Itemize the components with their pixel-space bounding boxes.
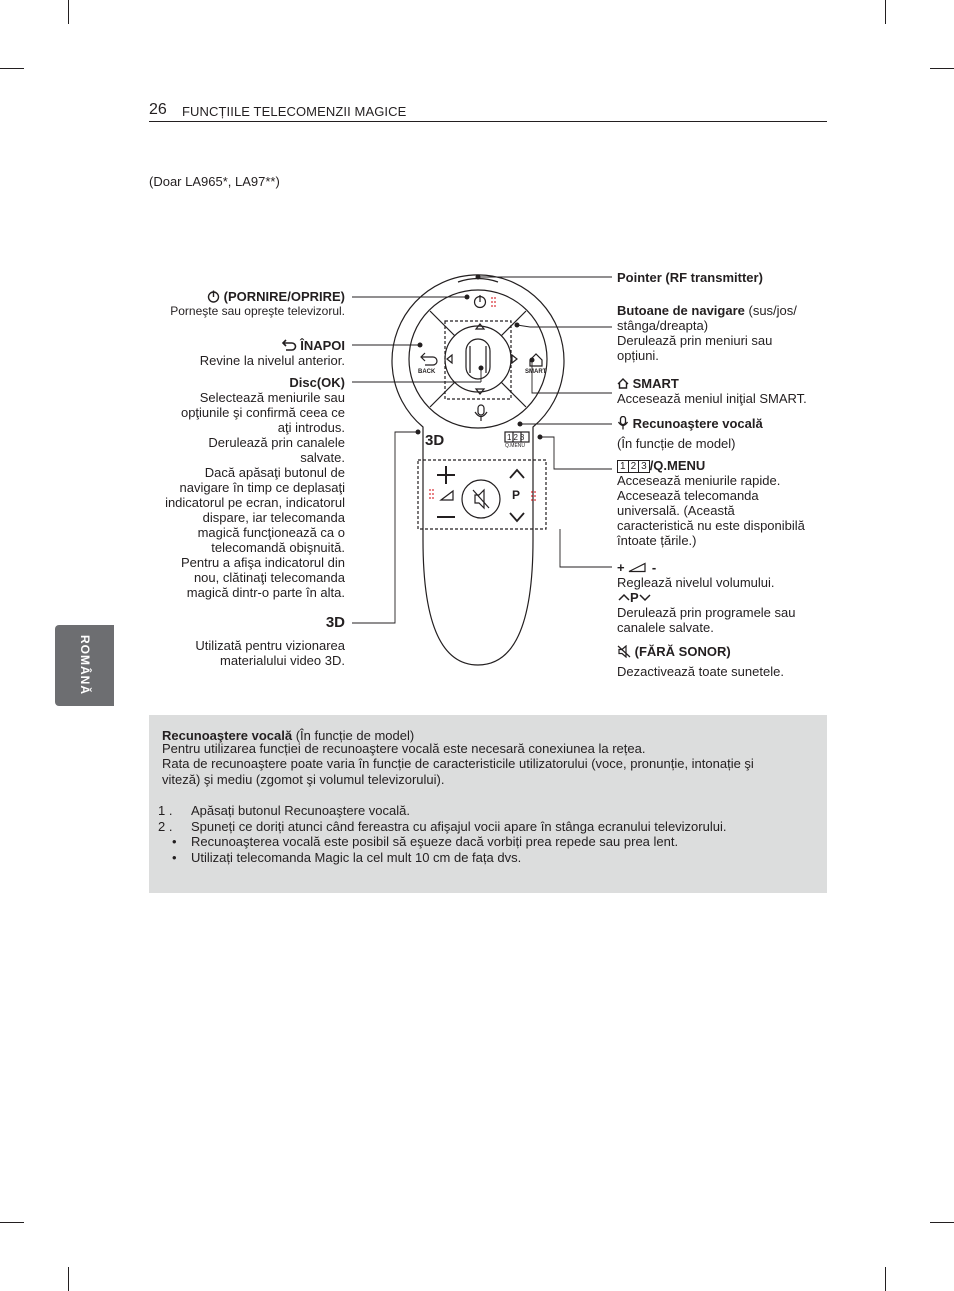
- channel-desc: Derulează prin programele sau: [617, 605, 796, 620]
- mute-icon: [617, 644, 635, 659]
- channel-p: P: [630, 590, 639, 605]
- crop-mark: [68, 1267, 69, 1291]
- home-icon: [617, 376, 633, 391]
- qmenu-line: întoate țările.): [617, 533, 697, 548]
- bullet-mark: •: [172, 834, 177, 849]
- mic-icon: [478, 405, 484, 415]
- smart-key-label: SMART: [525, 369, 547, 375]
- voice-label: [617, 416, 763, 451]
- disc-label: [165, 375, 345, 600]
- note-line: Pentru utilizarea funcției de recunoaştere vocală este necesară conexiunea la rețea.: [162, 741, 646, 756]
- nav-right-icon: [512, 355, 517, 363]
- step-number: 2 .: [158, 819, 173, 834]
- three-d-line: Utilizată pentru vizionarea: [195, 638, 345, 653]
- step-number: 1 .: [158, 803, 173, 818]
- model-note: (Doar LA965*, LA97**): [149, 174, 280, 189]
- disc-line: salvate.: [300, 450, 345, 465]
- back-icon: [281, 338, 301, 353]
- back-key-label: BACK: [418, 369, 436, 375]
- back-label: [200, 338, 345, 368]
- section-title: FUNCȚIILE TELECOMENZII MAGICE: [182, 104, 407, 119]
- p-key-label: P: [512, 488, 521, 502]
- mic-icon: [617, 416, 633, 431]
- channel-down-icon: [510, 513, 524, 521]
- channel-up-icon: [618, 590, 630, 605]
- leader-line: [517, 325, 612, 327]
- qmenu-line: caracteristică nu este disponibilă: [617, 518, 805, 533]
- disc-line: navigare în timp ce deplasaţi: [179, 480, 345, 495]
- disc-line: dispare, iar telecomanda: [202, 510, 345, 525]
- disc-line: opţiunile şi confirmă ceea ce: [180, 405, 345, 420]
- qmenu-key-label: Q.MENU: [505, 443, 525, 449]
- nav-label: [617, 303, 797, 363]
- digit-key: 3: [639, 460, 650, 473]
- nav-line: Derulează prin meniuri sau: [617, 333, 773, 348]
- mute-desc: Dezactivează toate sunetele.: [617, 664, 784, 679]
- pointer-title: Pointer (RF transmitter): [617, 270, 763, 285]
- bullet-mark: •: [172, 850, 177, 865]
- leader-line: [352, 432, 418, 623]
- nav-line: opțiuni.: [617, 348, 659, 363]
- qmenu-label: [617, 458, 805, 548]
- qmenu-title: /Q.MENU: [649, 458, 706, 473]
- three-d-title: 3D: [325, 614, 345, 631]
- note-line: Rata de recunoaştere poate varia în funcție de caracteristicile utilizatorului (voce, pronunție, intonație şi: [162, 756, 754, 771]
- disc-line: Derulează prin canalele: [208, 435, 345, 450]
- leader-line: [560, 529, 612, 567]
- pointer-label: [617, 270, 763, 285]
- crop-mark: [930, 1222, 954, 1223]
- disc-line: indicatorul pe ecran, indicatorul: [165, 495, 345, 510]
- ring-divider: [430, 311, 455, 336]
- disc-line: magică dintr-o parte în alta.: [186, 585, 345, 600]
- disc-line: telecomandă obişnuită.: [211, 540, 345, 555]
- power-title: (PORNIRE/OPRIRE): [223, 289, 345, 304]
- digit-key: 1: [617, 460, 629, 473]
- volume-icon: [628, 560, 652, 575]
- note-title-rest: (În funcție de model): [292, 728, 415, 743]
- smart-label: [617, 376, 807, 406]
- ring-divider: [430, 382, 455, 407]
- voice-title: Recunoaştere vocală: [632, 416, 763, 431]
- power-desc: Porneşte sau opreşte televizorul.: [170, 304, 345, 318]
- qmenu-line: universală. (Această: [617, 503, 735, 518]
- disc-line: nou, clătinaţi telecomanda: [193, 570, 345, 585]
- bullet-text: Utilizați telecomanda Magic la cel mult 10 cm de fața dvs.: [191, 850, 522, 865]
- mute-title: (FĂRĂ SONOR): [634, 644, 731, 659]
- volume-minus: -: [651, 560, 657, 575]
- channel-row: [618, 590, 795, 605]
- disc-line: Selectează meniurile sau: [199, 390, 345, 405]
- mute-label: [617, 644, 784, 679]
- step-text: Spuneți ce doriți atunci când fereastra cu afişajul vocii apare în stânga ecranului televizorului.: [191, 819, 727, 834]
- nav-line: stânga/dreapta): [617, 318, 709, 333]
- qmenu-line: Accesează meniurile rapide.: [617, 473, 781, 488]
- volume-plus: +: [617, 560, 625, 575]
- nav-dashed-area: [445, 321, 511, 399]
- power-label: [170, 289, 345, 319]
- nav-title-rest: (sus/jos/: [744, 303, 797, 318]
- leader-line: [532, 360, 612, 393]
- keypad-dashed-area: [418, 460, 546, 529]
- note-title: Recunoaştere vocală: [162, 728, 293, 743]
- digit-key: 2: [629, 460, 640, 473]
- channel-desc: canalele salvate.: [617, 620, 714, 635]
- mute-speaker-icon: [475, 490, 484, 508]
- three-d-line: materialului video 3D.: [219, 653, 345, 668]
- nav-left-icon: [447, 355, 452, 363]
- remote-body-outline: [392, 275, 564, 665]
- disc-line: magică funcţionează ca o: [197, 525, 345, 540]
- volume-desc: Reglează nivelul volumului.: [617, 575, 775, 590]
- ring-divider: [501, 311, 526, 336]
- page-number: 26: [149, 101, 167, 118]
- ring-divider: [501, 382, 526, 407]
- crop-mark: [885, 1267, 886, 1291]
- power-icon: [207, 289, 224, 304]
- channel-down-icon: [639, 590, 651, 605]
- three-d-key-label: 3D: [425, 432, 445, 449]
- step-text: Apăsați butonul Recunoaştere vocală.: [191, 803, 410, 818]
- nav-title: Butoane de navigare: [617, 303, 745, 318]
- crop-mark: [0, 1222, 24, 1223]
- qmenu-line: Accesează telecomanda: [617, 488, 759, 503]
- disc-line: Dacă apăsaţi butonul de: [204, 465, 345, 480]
- note-line: viteză) şi mediu (zgomot şi volumul televizorului).: [162, 772, 445, 787]
- smart-title: SMART: [632, 376, 679, 391]
- leader-line: [540, 437, 612, 469]
- disc-line: aţi introdus.: [277, 420, 345, 435]
- volume-icon: [441, 491, 453, 500]
- disc-title: Disc(OK): [289, 375, 345, 390]
- three-d-label: [195, 614, 345, 668]
- back-desc: Revine la nivelul anterior.: [199, 353, 345, 368]
- back-title: ÎNAPOI: [300, 338, 345, 353]
- language-tab-label: ROMÂNĂ: [78, 635, 92, 695]
- bullet-text: Recunoaşterea vocală este posibil să eşueze dacă vorbiți prea repede sau prea lent.: [191, 834, 679, 849]
- disc-line: Pentru a afişa indicatorul din: [180, 555, 345, 570]
- voice-desc: (În funcție de model): [617, 436, 736, 451]
- channel-up-icon: [510, 470, 524, 478]
- smart-desc: Accesează meniul iniţial SMART.: [617, 391, 807, 406]
- volume-label: [617, 560, 795, 635]
- qmenu-key-digits: 123: [507, 433, 527, 442]
- voice-recognition-note: [149, 715, 827, 893]
